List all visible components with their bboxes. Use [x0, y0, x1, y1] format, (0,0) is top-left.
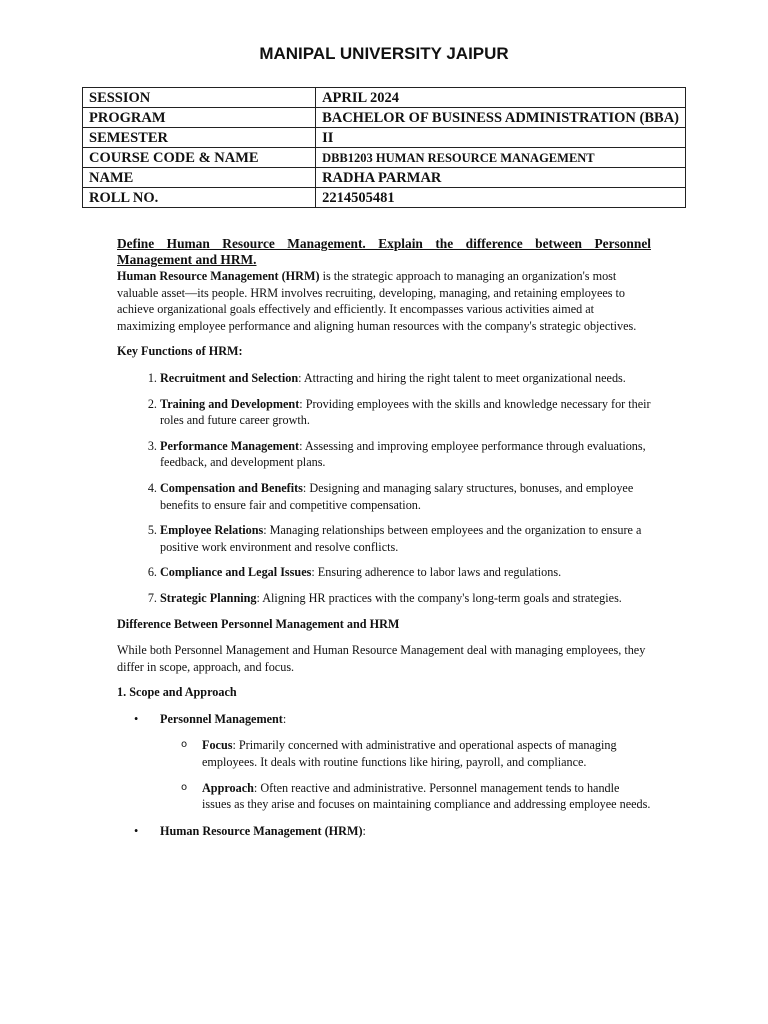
list-item — [160, 522, 651, 555]
scope-heading: 1. Scope and Approach — [117, 685, 237, 700]
function-term: Compensation and Benefits — [160, 480, 303, 495]
sub-text: : Often reactive and administrative. Personnel management tends to handle issues as they arise and focuses on maintaining compliance and addressing employee needs. — [202, 780, 651, 812]
difference-intro: While both Personnel Management and Human Resource Management deal with managing employees, they differ in scope, approach, and focus. — [117, 643, 646, 674]
student-info-table — [82, 87, 686, 208]
function-term: Employee Relations — [160, 523, 264, 538]
sub-text: : Primarily concerned with administrative and operational aspects of managing employees. It deals with routine functions like hiring, payroll, and compliance. — [202, 738, 617, 770]
list-item — [160, 780, 651, 813]
table-row — [83, 168, 686, 188]
function-term: Strategic Planning — [160, 590, 257, 605]
function-text: : Aligning HR practices with the company's long-term goals and strategies. — [256, 590, 622, 605]
list-item — [117, 823, 651, 840]
intro-paragraph — [117, 268, 651, 334]
info-key: NAME — [83, 168, 316, 188]
info-value: RADHA PARMAR — [316, 168, 686, 188]
info-key: PROGRAM — [83, 108, 316, 128]
info-key: ROLL NO. — [83, 188, 316, 208]
list-item — [160, 438, 651, 471]
bullet-label: Human Resource Management (HRM) — [160, 823, 363, 838]
info-value: II — [316, 128, 686, 148]
question-heading: Define Human Resource Management. Explain the difference between Personnel Management and HRM. — [117, 236, 651, 267]
functions-list — [117, 370, 651, 607]
list-item — [160, 370, 651, 387]
list-item — [117, 711, 651, 813]
list-item — [160, 737, 651, 770]
bullet-suffix: : — [362, 823, 366, 838]
bullet-icon: • — [134, 823, 139, 838]
info-key: COURSE CODE & NAME — [83, 148, 316, 168]
function-text: : Assessing and improving employee performance through evaluations, feedback, and development plans. — [160, 438, 646, 470]
intro-text: is the strategic approach to managing an organization's most valuable asset—its people. HRM involves recruiting, developing, managing, and retaining employees to achieve organizational goals effectively and efficiently. It encompasses various activities aimed at maximizing employee performance and aligning human resources with the company's strategic objectives. — [117, 269, 637, 333]
sub-list — [160, 737, 651, 812]
circle-bullet-icon: o — [181, 739, 188, 751]
table-row — [83, 128, 686, 148]
bullet-icon: • — [134, 711, 139, 726]
functions-heading: Key Functions of HRM: — [117, 344, 243, 359]
info-value: BACHELOR OF BUSINESS ADMINISTRATION (BBA) — [316, 108, 686, 128]
function-term: Training and Development — [160, 396, 300, 411]
function-term: Recruitment and Selection — [160, 370, 299, 385]
info-key: SEMESTER — [83, 128, 316, 148]
difference-heading: Difference Between Personnel Management and HRM — [117, 616, 400, 631]
function-text: : Attracting and hiring the right talent to meet organizational needs. — [298, 370, 626, 385]
function-term: Compliance and Legal Issues — [160, 565, 312, 580]
answer-body — [117, 236, 651, 849]
function-text: : Providing employees with the skills and knowledge necessary for their roles and future career growth. — [160, 396, 651, 428]
comparison-list — [117, 711, 651, 840]
bullet-label: Personnel Management — [160, 711, 283, 726]
sub-term: Approach — [202, 780, 254, 795]
list-item — [160, 480, 651, 513]
info-value: 2214505481 — [316, 188, 686, 208]
list-item — [160, 564, 651, 581]
sub-term: Focus — [202, 738, 233, 753]
page-title: MANIPAL UNIVERSITY JAIPUR — [259, 44, 509, 63]
function-text: : Designing and managing salary structures, bonuses, and employee benefits to ensure fair and competitive compensation. — [160, 480, 634, 512]
circle-bullet-icon: o — [181, 781, 188, 793]
info-key: SESSION — [83, 88, 316, 108]
bullet-suffix: : — [282, 711, 287, 726]
function-text: : Ensuring adherence to labor laws and regulations. — [311, 565, 562, 580]
function-term: Performance Management — [160, 438, 300, 453]
list-item — [160, 396, 651, 429]
table-row — [83, 108, 686, 128]
table-row — [83, 88, 686, 108]
function-text: : Managing relationships between employees and the organization to ensure a positive work environment and resolve conflicts. — [160, 523, 642, 554]
info-value: APRIL 2024 — [316, 88, 686, 108]
table-row — [83, 148, 686, 168]
intro-term: Human Resource Management (HRM) — [117, 269, 320, 283]
info-value: DBB1203 HUMAN RESOURCE MANAGEMENT — [316, 148, 686, 168]
table-row — [83, 188, 686, 208]
list-item — [160, 590, 651, 607]
